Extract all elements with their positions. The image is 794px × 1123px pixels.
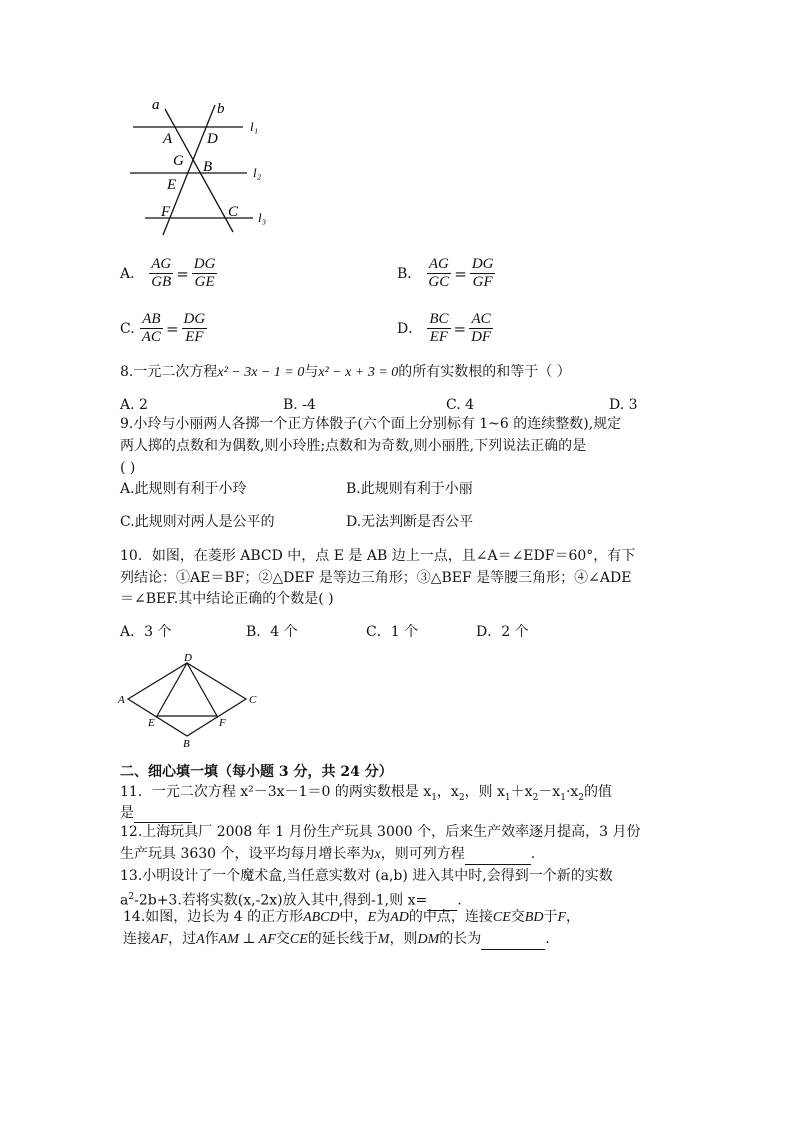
q11-stem-line2: 是 — [120, 803, 192, 823]
q9-option-c: C.此规则对两人是公平的 — [120, 514, 275, 530]
rhombus-figure — [115, 650, 265, 750]
q7-option-d: D． $\frac{BC}{EF}$ = $\frac{AC}{DF}$ — [397, 311, 492, 345]
q13-stem-line1: 13.小明设计了一个魔术盒,当任意实数对 (a,b) 进入其中时,会得到一个新的实数 — [120, 868, 613, 884]
triangle-def — [157, 663, 217, 716]
q10-option-a: A．3 个 — [120, 624, 172, 640]
q14-stem-line1: 14.如图，边长为 4 的正方形ABCD中，E为AD的中点，连接CE交BD于F， — [123, 909, 580, 925]
label-B2: B — [183, 738, 190, 750]
q10-option-c: C．1 个 — [366, 624, 419, 640]
label-C2: C — [249, 694, 257, 706]
label-F: F — [161, 204, 171, 220]
label-E: E — [167, 177, 177, 193]
parallel-lines-figure — [125, 95, 285, 240]
q9-stem-line3: ( ) — [120, 460, 136, 476]
q14-stem-line2: 连接AF，过A作AM ⊥ AF交CE的延长线于M，则DM的长为 . — [123, 929, 550, 950]
q7-option-b: B． $\frac{AG}{GC}$ = $\frac{DG}{GF}$ — [397, 256, 494, 290]
q7-option-c: C. $\frac{AB}{AC}$ = $\frac{DG}{EF}$ — [120, 311, 206, 345]
label-G: G — [173, 153, 184, 169]
label-C: C — [228, 204, 239, 220]
q14-answer-blank[interactable] — [481, 933, 545, 950]
q12-stem-line2: 生产玩具 3630 个，设平均每月增长率为x，则可列方程 . — [120, 844, 535, 865]
label-D2: D — [184, 652, 192, 664]
label-B: B — [203, 159, 213, 175]
q8-option-b: B. -4 — [283, 397, 316, 413]
label-D: D — [207, 131, 218, 147]
q9-option-a: A.此规则有利于小玲 — [120, 481, 247, 497]
q8-stem: 8.一元二次方程x² − 3x − 1 = 0与x² − x + 3 = 0的所有实数根的和等于（ ） — [120, 364, 571, 380]
label-F2: F — [219, 717, 226, 729]
section-2-title: 二、细心填一填（每小题 3 分，共 24 分） — [120, 764, 393, 780]
q12-stem-line1: 12.上海玩具厂 2008 年 1 月份生产玩具 3000 个，后来生产效率逐月提高，3 月份 — [120, 824, 641, 840]
q8-option-d: D. 3 — [609, 397, 638, 413]
label-b: b — [217, 101, 225, 117]
q11-answer-blank[interactable] — [134, 806, 192, 823]
label-a: a — [152, 97, 160, 113]
q10-stem-line3: ＝∠BEF.其中结论正确的个数是( ) — [120, 591, 334, 607]
rhombus-abcd — [128, 663, 246, 736]
label-l3: l₃ — [258, 210, 267, 225]
label-A2: A — [118, 694, 125, 706]
label-E2: E — [148, 717, 155, 729]
q8-option-c: C. 4 — [446, 397, 475, 413]
q9-option-b: B.此规则有利于小丽 — [346, 481, 473, 497]
q12-answer-blank[interactable] — [465, 848, 531, 865]
q8-option-a: A. 2 — [120, 397, 148, 413]
q7-option-a: A． $\frac{AG}{GB}$ = $\frac{DG}{GE}$ — [120, 256, 216, 290]
label-l1: l₁ — [250, 119, 259, 134]
label-A: A — [163, 131, 173, 147]
q10-stem-line1: 10．如图，在菱形 ABCD 中，点 E 是 AB 边上一点，且∠A＝∠EDF＝60°，有下 — [120, 548, 636, 564]
q10-option-b: B．4 个 — [246, 624, 298, 640]
q9-stem-line2: 两人掷的点数和为偶数,则小玲胜;点数和为奇数,则小丽胜,下列说法正确的是 — [120, 438, 587, 454]
q11-stem-line1: 11．一元二次方程 x²－3x－1＝0 的两实数根是 $x_1$，$x_2$，则 $x_1+x_2-x_1\cdot x_2$的值 — [120, 784, 613, 803]
q9-option-d: D.无法判断是否公平 — [346, 514, 474, 530]
q10-stem-line2: 列结论：①AE＝BF；②△DEF 是等边三角形；③△BEF 是等腰三角形；④∠ADE — [120, 570, 632, 586]
label-l2: l₂ — [253, 165, 262, 180]
q10-option-d: D．2 个 — [476, 624, 529, 640]
q9-stem-line1: 9.小玲与小丽两人各掷一个正方体骰子(六个面上分别标有 1~6 的连续整数),规定 — [120, 416, 622, 432]
q13-stem-line2: $a^2-2b+3$.若将实数(x,-2x)放入其中,得到-1,则 x= . — [120, 892, 462, 909]
